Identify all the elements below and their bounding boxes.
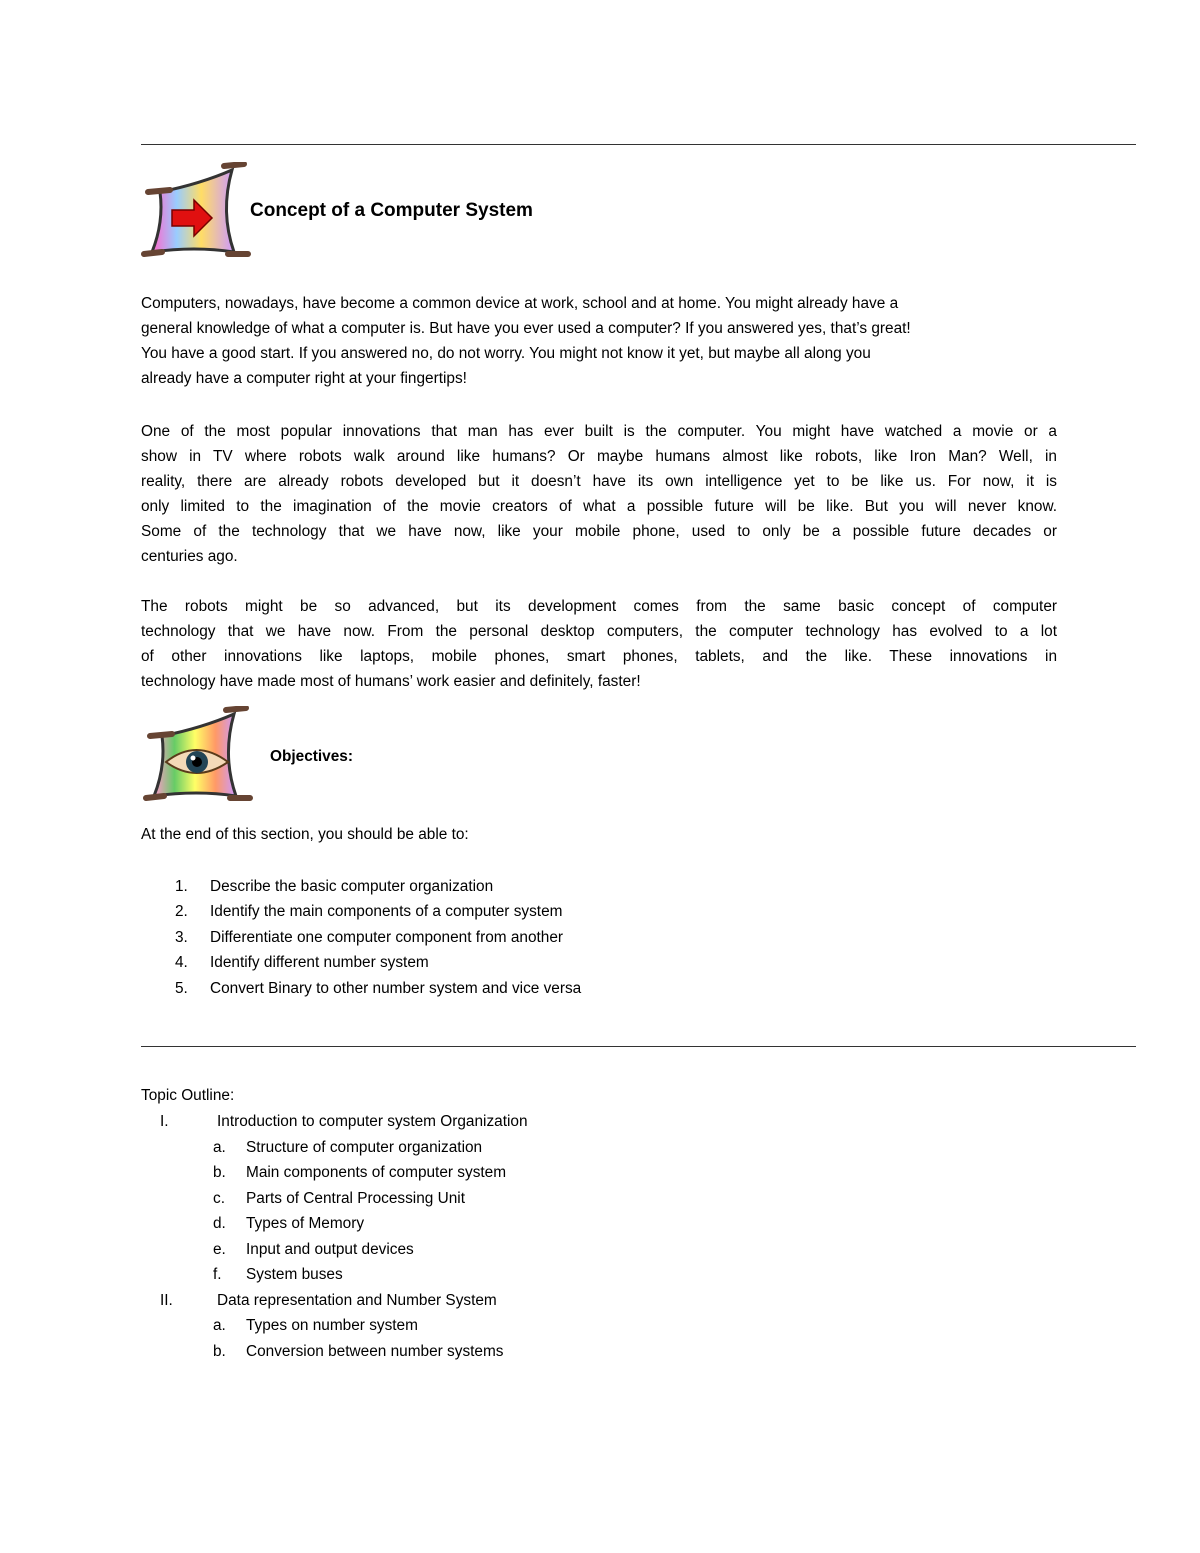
list-item (175, 903, 563, 921)
objectives-intro: At the end of this section, you should be able to: (141, 826, 469, 843)
item-number: 1. (175, 878, 188, 895)
outline-item (213, 1139, 483, 1157)
item-text: Conversion between number systems (246, 1343, 504, 1360)
middle-divider (141, 1046, 1136, 1047)
text-line: of other innovations like laptops, mobile phones, smart phones, tablets, and the like. These innovations in (141, 648, 1057, 665)
outline-section (160, 1113, 528, 1131)
item-text: Main components of computer system (246, 1164, 507, 1181)
outline-item (213, 1190, 465, 1208)
section-number: I. (160, 1113, 169, 1130)
outline-item (213, 1317, 418, 1335)
section-text: Introduction to computer system Organization (217, 1113, 528, 1130)
top-divider (141, 144, 1136, 145)
item-text: Identify different number system (210, 954, 429, 971)
item-text: Types on number system (246, 1317, 418, 1334)
paragraph-1 (141, 291, 1057, 391)
text-line: general knowledge of what a computer is. But have you ever used a computer? If you answered yes, that’s great! (141, 320, 911, 337)
arrow-banner-icon (140, 162, 252, 260)
eye-banner-icon (142, 706, 254, 804)
section-text: Data representation and Number System (217, 1292, 497, 1309)
text-line: The robots might be so advanced, but its development comes from the same basic concept of computer (141, 598, 1057, 615)
text-line: One of the most popular innovations that man has ever built is the computer. You might have watched a movie or a (141, 423, 1057, 440)
item-letter: d. (213, 1215, 226, 1232)
item-letter: c. (213, 1190, 225, 1207)
list-item (175, 954, 429, 972)
paragraph-3 (141, 594, 1057, 694)
outline-item (213, 1164, 507, 1182)
text-line: technology have made most of humans’ work easier and definitely, faster! (141, 673, 641, 690)
item-text: Input and output devices (246, 1241, 414, 1258)
paragraph-2 (141, 419, 1057, 569)
item-letter: b. (213, 1164, 226, 1181)
item-text: Parts of Central Processing Unit (246, 1190, 465, 1207)
objectives-heading: Objectives: (270, 748, 353, 765)
item-text: Identify the main components of a computer system (210, 903, 563, 920)
text-line: Computers, nowadays, have become a common device at work, school and at home. You might already have a (141, 295, 899, 312)
item-number: 3. (175, 929, 188, 946)
outline-item (213, 1266, 343, 1284)
text-line: technology that we have now. From the personal desktop computers, the computer technology has evolved to a lot (141, 623, 1057, 640)
item-number: 5. (175, 980, 188, 997)
topic-outline-heading: Topic Outline: (141, 1087, 235, 1104)
item-text: Convert Binary to other number system and vice versa (210, 980, 582, 997)
text-line: show in TV where robots walk around like humans? Or maybe humans almost like robots, like Iron Man? Well, in (141, 448, 1057, 465)
text-line: You have a good start. If you answered no, do not worry. You might not know it yet, but maybe all along you (141, 345, 871, 362)
item-text: Structure of computer organization (246, 1139, 483, 1156)
list-item (175, 929, 564, 947)
item-number: 4. (175, 954, 188, 971)
outline-section (160, 1292, 497, 1310)
outline-item (213, 1343, 504, 1361)
item-letter: f. (213, 1266, 222, 1283)
list-item (175, 980, 582, 998)
item-text: Describe the basic computer organization (210, 878, 494, 895)
text-line: Some of the technology that we have now, like your mobile phone, used to only be a possible future decades or (141, 523, 1057, 540)
item-letter: b. (213, 1343, 226, 1360)
section-number: II. (160, 1292, 173, 1309)
text-line: centuries ago. (141, 548, 238, 565)
text-line: already have a computer right at your fingertips! (141, 370, 467, 387)
item-letter: e. (213, 1241, 226, 1258)
section-title: Concept of a Computer System (250, 200, 533, 221)
outline-item (213, 1241, 414, 1259)
list-item (175, 878, 494, 896)
item-text: Differentiate one computer component from another (210, 929, 564, 946)
outline-item (213, 1215, 365, 1233)
text-line: only limited to the imagination of the movie creators of what a possible future will be like. But you will never know. (141, 498, 1057, 515)
item-letter: a. (213, 1139, 226, 1156)
item-number: 2. (175, 903, 188, 920)
item-text: System buses (246, 1266, 343, 1283)
item-text: Types of Memory (246, 1215, 365, 1232)
text-line: reality, there are already robots developed but it doesn’t have its own intelligence yet to be like us. For now, it is (141, 473, 1057, 490)
item-letter: a. (213, 1317, 226, 1334)
